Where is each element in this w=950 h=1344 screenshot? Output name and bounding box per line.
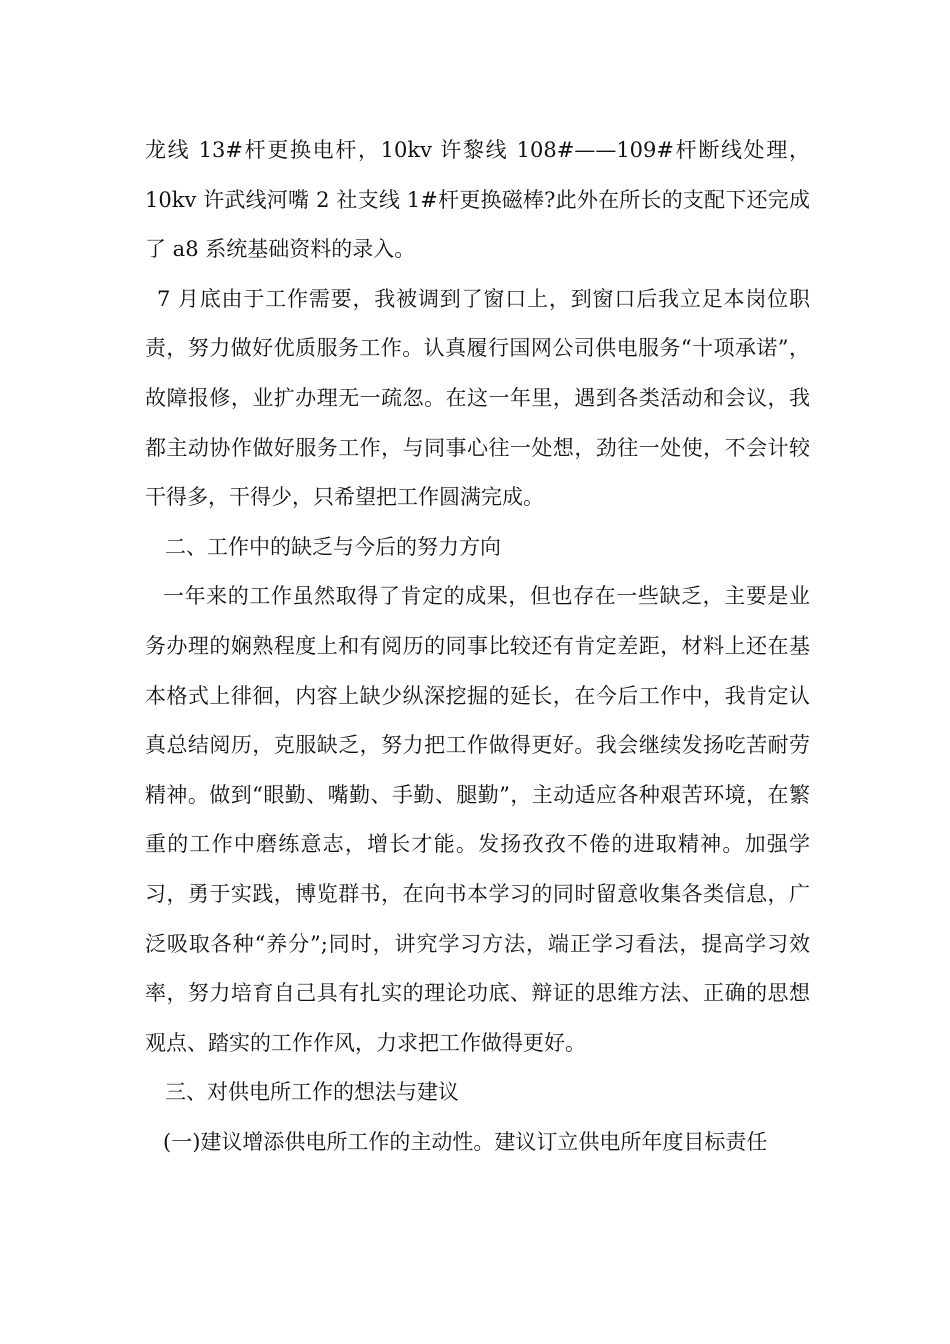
document-body (145, 126, 810, 1167)
section-heading-suggestions: 三、对供电所工作的想法与建议 (165, 1080, 459, 1105)
paragraph-shortcomings: 一年来的工作虽然取得了肯定的成果，但也存在一些缺乏，主要是业务办理的娴熟程度上和有阅历的同事比较还有肯定差距，材料上还在基本格式上徘徊，内容上缺少纵深挖掘的延长，在今后工作中，我肯定认真总结阅历，克服缺乏，努力把工作做得更好。我会继续发扬吃苦耐劳精神。做到“眼勤、嘴勤、手勤、腿勤”，主动适应各种艰苦环境，在繁重的工作中磨练意志，增长才能。发扬孜孜不倦的进取精神。加强学习，勇于实践，博览群书，在向书本学习的同时留意收集各类信息，广泛吸取各种“养分”;同时，讲究学习方法，端正学习看法，提高学习效率，努力培育自己具有扎实的理论功底、辩证的思维方法、正确的思想观点、踏实的工作作风，力求把工作做得更好。 (145, 584, 810, 1055)
paragraph-suggestion-1: (一)建议增添供电所工作的主动性。建议订立供电所年度目标责任 (163, 1129, 768, 1154)
section-heading-shortcomings: 二、工作中的缺乏与今后的努力方向 (165, 534, 501, 559)
paragraph-window-service: 7 月底由于工作需要，我被调到了窗口上，到窗口后我立足本岗位职责，努力做好优质服务工作。认真履行国网公司供电服务“十项承诺”，故障报修，业扩办理无一疏忽。在这一年里，遇到各类活动和会议，我都主动协作做好服务工作，与同事心往一处想，劲往一处使，不会计较干得多，干得少，只希望把工作圆满完成。 (145, 286, 810, 510)
paragraph-work-items: 龙线 13#杆更换电杆，10kv 许黎线 108#——109#杆断线处理，10kv 许武线河嘴 2 社支线 1#杆更换磁棒?此外在所长的支配下还完成了 a8 系统基础资料的录入。 (145, 138, 810, 262)
